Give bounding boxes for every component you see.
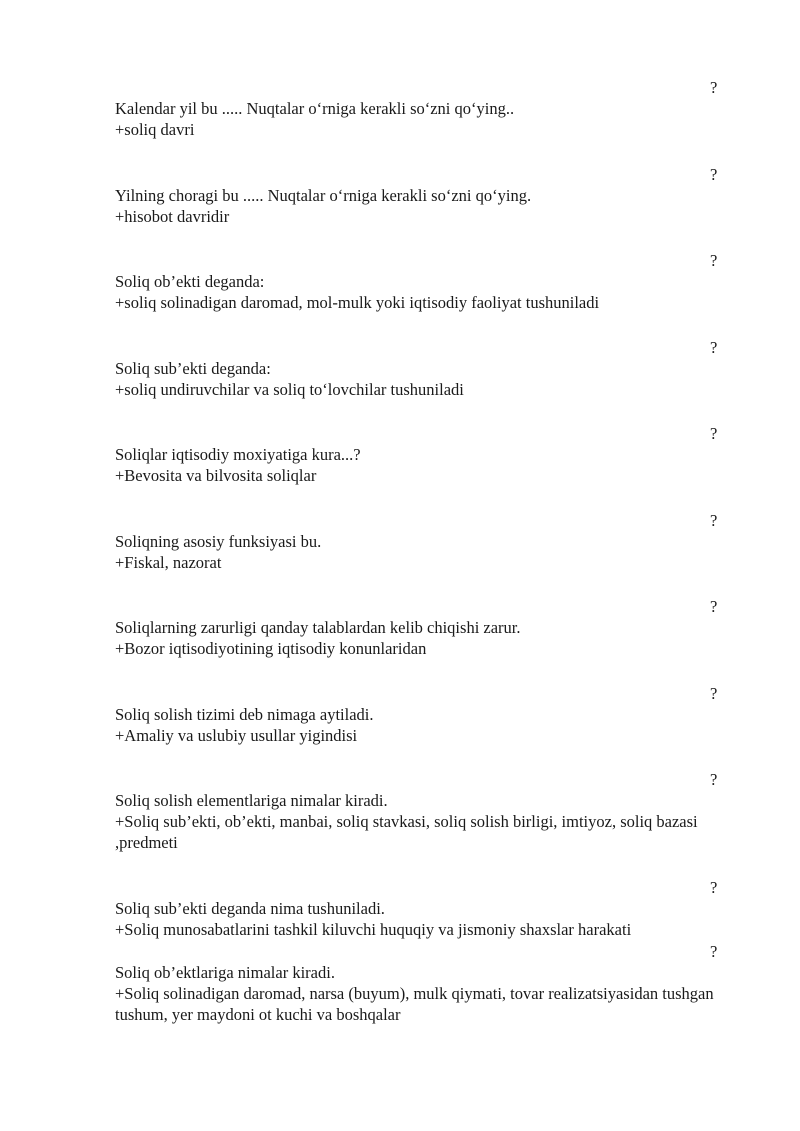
question-mark: ? [710,770,718,789]
question-text: Soliq sub’ekti deganda nima tushuniladi. [115,899,385,918]
question-text: Soliq ob’ektlariga nimalar kiradi. [115,963,335,982]
answer-text: +soliq davri [115,120,195,139]
question-mark: ? [710,878,718,897]
question-block [115,338,740,400]
question-block [115,511,740,573]
answer-text: +soliq undiruvchilar va soliq to‘lovchilar tushuniladi [115,380,464,399]
answer-text: +Bevosita va bilvosita soliqlar [115,466,317,485]
question-block [115,165,740,227]
question-text: Soliq ob’ekti deganda: [115,272,265,291]
question-mark: ? [710,251,718,270]
question-block [115,597,740,659]
question-mark: ? [710,338,718,357]
answer-text: +hisobot davridir [115,207,230,226]
question-text: Soliq solish elementlariga nimalar kiradi. [115,791,388,810]
question-mark: ? [710,165,718,184]
answer-text: +Bozor iqtisodiyotining iqtisodiy konunlaridan [115,639,427,658]
question-mark: ? [710,511,718,530]
question-mark: ? [710,942,718,961]
question-text: Soliqning asosiy funksiyasi bu. [115,532,322,551]
question-block [115,878,740,940]
question-mark: ? [710,684,718,703]
question-text: Soliq sub’ekti deganda: [115,359,271,378]
question-text: Yilning choragi bu ..... Nuqtalar o‘rniga kerakli so‘zni qo‘ying. [115,186,532,205]
question-block [115,684,740,746]
question-text: Soliq solish tizimi deb nimaga aytiladi. [115,705,374,724]
answer-text: +Fiskal, nazorat [115,553,222,572]
question-block [115,770,740,853]
question-block [115,942,740,1025]
answer-text: +soliq solinadigan daromad, mol-mulk yoki iqtisodiy faoliyat tushuniladi [115,293,600,312]
question-text: Soliqlar iqtisodiy moxiyatiga kura...? [115,445,361,464]
question-text: Kalendar yil bu ..... Nuqtalar o‘rniga kerakli so‘zni qo‘ying.. [115,99,515,118]
question-mark: ? [710,597,718,616]
question-block [115,251,740,313]
question-mark: ? [710,424,718,443]
question-text: Soliqlarning zarurligi qanday talablardan kelib chiqishi zarur. [115,618,521,637]
question-block [115,78,740,140]
answer-text: +Amaliy va uslubiy usullar yigindisi [115,726,358,745]
question-block [115,424,740,486]
question-mark: ? [710,78,718,97]
answer-text: +Soliq sub’ekti, ob’ekti, manbai, soliq stavkasi, soliq solish birligi, imtiyoz, soliq bazasi ,predmeti [115,812,698,852]
answer-text: +Soliq solinadigan daromad, narsa (buyum), mulk qiymati, tovar realizatsiyasidan tushgan tushum, yer maydoni ot kuchi va boshqalar [115,984,714,1024]
answer-text: +Soliq munosabatlarini tashkil kiluvchi huquqiy va jismoniy shaxslar harakati [115,920,632,939]
